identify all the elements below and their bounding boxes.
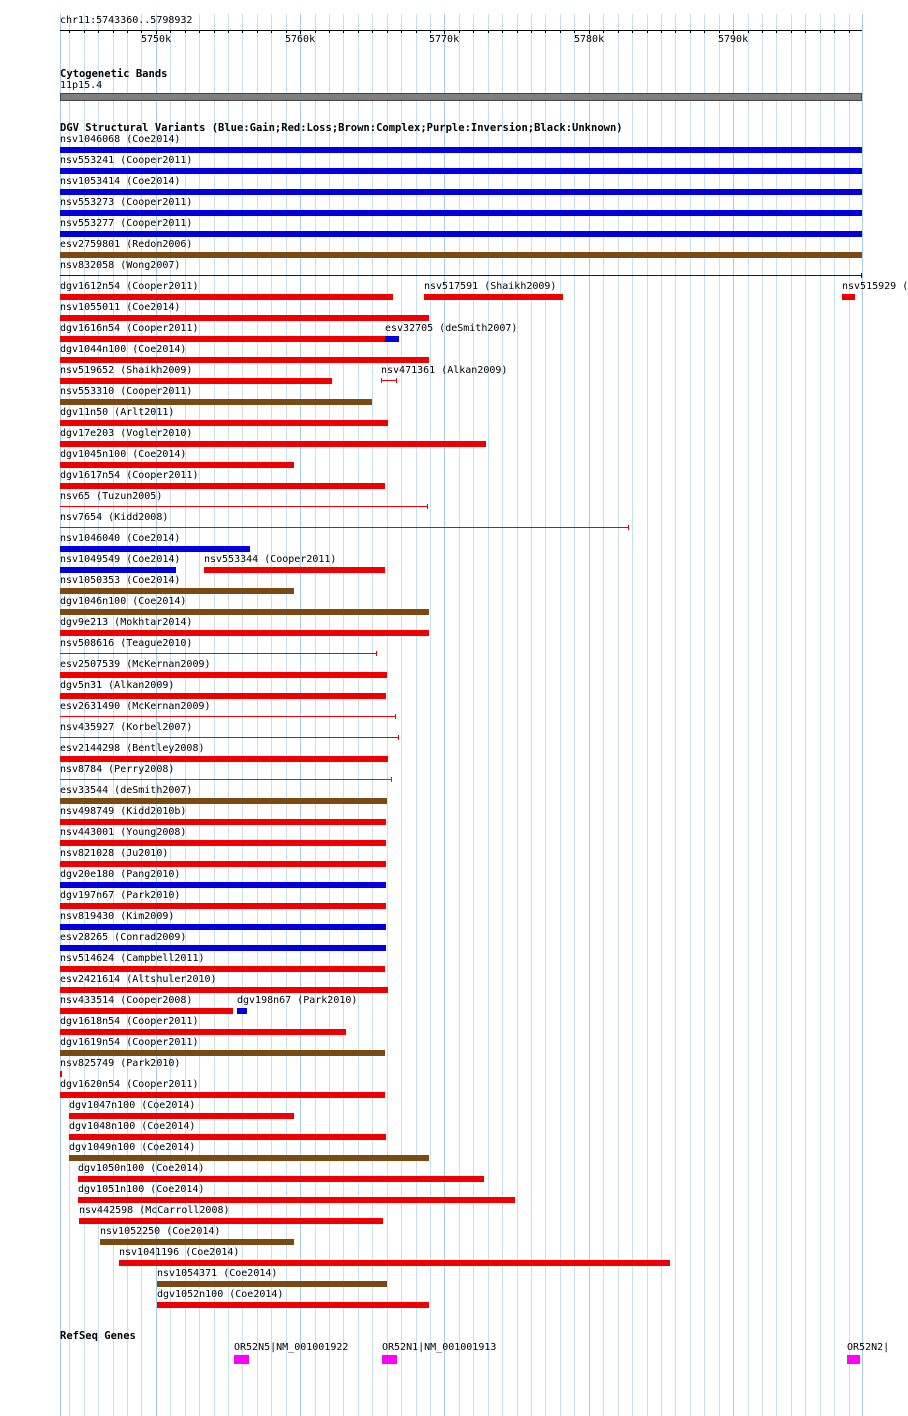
ruler-tick (517, 30, 518, 33)
variant-label: nsv553310 (Cooper2011) (60, 386, 193, 397)
variant-label: esv2144298 (Bentley2008) (60, 743, 205, 754)
ruler-tick (127, 30, 128, 33)
variant-label: esv33544 (deSmith2007) (60, 785, 193, 796)
variant-label: dgv1616n54 (Cooper2011) (60, 323, 199, 334)
variant-line[interactable] (60, 275, 862, 276)
gene-feature[interactable] (847, 1355, 860, 1364)
variant-label: dgv1046n100 (Coe2014) (60, 596, 187, 607)
ruler-tick (358, 30, 359, 33)
variant-bar[interactable] (60, 399, 372, 405)
variant-label: dgv11n50 (Arlt2011) (60, 407, 175, 418)
gridline (444, 14, 445, 1416)
variant-label: nsv471361 (Alkan2009) (381, 365, 508, 376)
ruler-tick (776, 30, 777, 33)
ruler-tick (401, 30, 402, 33)
gridline (849, 14, 850, 1416)
ruler-tick (372, 30, 373, 33)
gridline (704, 14, 705, 1416)
variant-bar[interactable] (60, 462, 294, 468)
variant-label: dgv17e203 (Vogler2010) (60, 428, 193, 439)
variant-label: dgv1049n100 (Coe2014) (69, 1142, 196, 1153)
variant-label: esv32705 (deSmith2007) (385, 323, 518, 334)
ruler-tick (762, 30, 763, 33)
gridline (661, 14, 662, 1416)
ruler-tick-label: 5780k (574, 34, 605, 45)
variant-label: nsv553344 (Cooper2011) (204, 554, 337, 565)
variant-bar[interactable] (60, 798, 387, 804)
ruler-tick (271, 30, 272, 33)
variant-label: nsv553241 (Cooper2011) (60, 155, 193, 166)
variant-end-cap (396, 378, 397, 383)
variant-label: nsv515929 ( (842, 281, 908, 292)
ruler-tick (170, 30, 171, 33)
variant-label: dgv1045n100 (Coe2014) (60, 449, 187, 460)
ruler-tick-label: 5770k (429, 34, 460, 45)
variant-label: nsv821028 (Ju2010) (60, 848, 169, 859)
variant-bar[interactable] (60, 441, 486, 447)
variant-label: dgv1619n54 (Cooper2011) (60, 1037, 199, 1048)
variant-bar[interactable] (60, 168, 862, 174)
variant-label: nsv1052250 (Coe2014) (100, 1226, 221, 1237)
variant-bar[interactable] (60, 882, 386, 888)
gridline (300, 14, 301, 1416)
ruler-tick (387, 30, 388, 33)
variant-label: nsv553273 (Cooper2011) (60, 197, 193, 208)
variant-bar[interactable] (60, 147, 862, 153)
gridline (776, 14, 777, 1416)
ruler-tick (560, 30, 561, 33)
variant-label: nsv435927 (Korbel2007) (60, 722, 193, 733)
variant-label: dgv1052n100 (Coe2014) (157, 1289, 284, 1300)
ruler-tick (603, 30, 604, 33)
variant-label: dgv1044n100 (Coe2014) (60, 344, 187, 355)
variant-label: dgv1051n100 (Coe2014) (78, 1184, 205, 1195)
variant-label: nsv1050353 (Coe2014) (60, 575, 181, 586)
variant-end-cap (395, 714, 396, 719)
variant-bar[interactable] (60, 357, 429, 363)
ruler-tick (315, 30, 316, 33)
cytoband-bar[interactable] (60, 93, 862, 101)
gridline (358, 14, 359, 1416)
gridline (632, 14, 633, 1416)
variant-bar[interactable] (60, 1050, 385, 1056)
variant-bar[interactable] (78, 1176, 484, 1182)
variant-bar[interactable] (204, 567, 385, 573)
variant-label: esv2421614 (Altshuler2010) (60, 974, 217, 985)
gridline (531, 14, 532, 1416)
variant-bar[interactable] (60, 819, 386, 825)
variant-bar[interactable] (60, 861, 386, 867)
variant-line[interactable] (60, 653, 377, 654)
ruler-tick (430, 30, 431, 33)
variant-bar[interactable] (237, 1008, 247, 1014)
ruler-tick (618, 30, 619, 33)
gridline (257, 14, 258, 1416)
variant-bar[interactable] (60, 987, 388, 993)
variant-label: nsv1049549 (Coe2014) (60, 554, 181, 565)
gridline (762, 14, 763, 1416)
ruler-tick (574, 30, 575, 33)
ruler-tick (502, 30, 503, 33)
variant-bar[interactable] (60, 756, 388, 762)
gridline (733, 14, 734, 1416)
refseq-track-title: RefSeq Genes (60, 1330, 136, 1342)
gridline (315, 14, 316, 1416)
gridline (517, 14, 518, 1416)
variant-bar[interactable] (60, 252, 862, 258)
variant-bar[interactable] (60, 924, 386, 930)
ruler-tick (531, 30, 532, 33)
variant-bar[interactable] (60, 609, 429, 615)
variant-bar[interactable] (60, 567, 176, 573)
gene-feature[interactable] (382, 1355, 397, 1364)
variant-bar[interactable] (119, 1260, 670, 1266)
ruler-tick (84, 30, 85, 33)
ruler-tick (791, 30, 792, 33)
variant-label: dgv9e213 (Mokhtar2014) (60, 617, 193, 628)
gridline (574, 14, 575, 1416)
gridline (805, 14, 806, 1416)
ruler-tick (488, 30, 489, 33)
variant-label: dgv1617n54 (Cooper2011) (60, 470, 199, 481)
variant-label: nsv832058 (Wong2007) (60, 260, 181, 271)
variant-bar[interactable] (60, 588, 294, 594)
ruler-tick (185, 30, 186, 33)
variant-bar[interactable] (60, 231, 862, 237)
variant-bar[interactable] (100, 1239, 294, 1245)
variant-bar[interactable] (157, 1281, 387, 1287)
variant-end-cap (398, 735, 399, 740)
gridline (430, 14, 431, 1416)
variant-label: nsv7654 (Kidd2008) (60, 512, 169, 523)
variant-bar[interactable] (60, 546, 250, 552)
ruler-tick (675, 30, 676, 33)
variant-line[interactable] (60, 506, 428, 507)
ruler-tick (748, 30, 749, 33)
variant-label: dgv197n67 (Park2010) (60, 890, 181, 901)
variant-bar[interactable] (60, 483, 385, 489)
gridline (748, 14, 749, 1416)
variant-label: esv2631490 (McKernan2009) (60, 701, 211, 712)
gridline (560, 14, 561, 1416)
gene-feature[interactable] (234, 1355, 249, 1364)
variant-label: nsv825749 (Park2010) (60, 1058, 181, 1069)
ruler-tick (69, 30, 70, 33)
variant-bar[interactable] (60, 294, 393, 300)
variant-label: nsv519652 (Shaikh2009) (60, 365, 193, 376)
variant-end-cap (628, 525, 629, 530)
variant-bar[interactable] (69, 1155, 429, 1161)
gridline (286, 14, 287, 1416)
gridline (719, 14, 720, 1416)
variant-bar[interactable] (60, 378, 332, 384)
variant-label: nsv508616 (Teague2010) (60, 638, 193, 649)
variant-label: dgv1047n100 (Coe2014) (69, 1100, 196, 1111)
variant-label: nsv1054371 (Coe2014) (157, 1268, 278, 1279)
variant-bar[interactable] (157, 1302, 429, 1308)
gene-label: OR52N5|NM_001001922 (234, 1342, 349, 1353)
variant-bar[interactable] (78, 1197, 515, 1203)
ruler-tick (329, 30, 330, 33)
ruler-tick (704, 30, 705, 33)
variant-end-cap (381, 378, 382, 383)
gridline (372, 14, 373, 1416)
variant-label: nsv514624 (Campbell2011) (60, 953, 205, 964)
ruler-tick (632, 30, 633, 33)
gridline (690, 14, 691, 1416)
gridline (401, 14, 402, 1416)
ruler-tick (473, 30, 474, 33)
gridline (271, 14, 272, 1416)
variant-bar[interactable] (79, 1218, 383, 1224)
ruler-tick (719, 30, 720, 33)
variant-bar[interactable] (60, 672, 387, 678)
variant-label: dgv1048n100 (Coe2014) (69, 1121, 196, 1132)
gridline (589, 14, 590, 1416)
ruler-tick (141, 30, 142, 33)
gridline (862, 14, 863, 1416)
ruler-tick (343, 30, 344, 33)
ruler-axis-line (60, 30, 862, 31)
gridline (647, 14, 648, 1416)
variant-line[interactable] (381, 380, 397, 381)
ruler-position-text: chr11:5743360..5798932 (60, 15, 193, 26)
variant-end-cap (391, 777, 392, 782)
variant-label: nsv433514 (Cooper2008) (60, 995, 193, 1006)
variant-label: nsv517591 (Shaikh2009) (424, 281, 557, 292)
variant-bar[interactable] (60, 1071, 62, 1077)
variant-label: nsv442598 (McCarroll2008) (79, 1205, 230, 1216)
variant-bar[interactable] (60, 630, 429, 636)
ruler-tick (805, 30, 806, 33)
variant-end-cap (861, 273, 862, 278)
variant-bar[interactable] (60, 315, 429, 321)
variant-line[interactable] (60, 737, 399, 738)
ruler-tick (257, 30, 258, 33)
variant-label: dgv20e180 (Pang2010) (60, 869, 181, 880)
gridline (603, 14, 604, 1416)
gridline (545, 14, 546, 1416)
variant-label: nsv65 (Tuzun2005) (60, 491, 163, 502)
cytoband-track-title: Cytogenetic Bands (60, 68, 168, 80)
ruler-tick (820, 30, 821, 33)
ruler-tick (834, 30, 835, 33)
variant-bar[interactable] (60, 945, 386, 951)
ruler-tick (647, 30, 648, 33)
variant-label: dgv1620n54 (Cooper2011) (60, 1079, 199, 1090)
variant-label: esv2759801 (Redon2006) (60, 239, 193, 250)
ruler-tick (545, 30, 546, 33)
variant-bar[interactable] (60, 1008, 233, 1014)
variant-label: nsv443001 (Young2008) (60, 827, 187, 838)
gridline (791, 14, 792, 1416)
ruler-tick-label: 5790k (718, 34, 749, 45)
variant-bar[interactable] (60, 693, 386, 699)
gridline (459, 14, 460, 1416)
gridline (329, 14, 330, 1416)
ruler-tick-label: 5760k (285, 34, 316, 45)
ruler-tick (98, 30, 99, 33)
variant-bar[interactable] (60, 903, 386, 909)
gridline (343, 14, 344, 1416)
variant-line[interactable] (60, 527, 629, 528)
gridline (242, 14, 243, 1416)
gridline (473, 14, 474, 1416)
variant-bar[interactable] (385, 336, 399, 342)
ruler-tick (849, 30, 850, 33)
variant-label: nsv1053414 (Coe2014) (60, 176, 181, 187)
ruler-tick (113, 30, 114, 33)
dgv-track-title: DGV Structural Variants (Blue:Gain;Red:Loss;Brown:Complex;Purple:Inversion;Black:Unknown) (60, 122, 623, 134)
variant-label: nsv553277 (Cooper2011) (60, 218, 193, 229)
variant-label: dgv1050n100 (Coe2014) (78, 1163, 205, 1174)
variant-label: dgv198n67 (Park2010) (237, 995, 358, 1006)
ruler-tick (228, 30, 229, 33)
variant-end-cap (376, 651, 377, 656)
variant-line[interactable] (60, 779, 392, 780)
variant-bar[interactable] (60, 840, 386, 846)
variant-label: esv2507539 (McKernan2009) (60, 659, 211, 670)
variant-end-cap (427, 504, 428, 509)
variant-bar[interactable] (60, 336, 385, 342)
ruler-tick (214, 30, 215, 33)
gene-label: OR52N2| (847, 1342, 890, 1353)
gridline (387, 14, 388, 1416)
variant-label: nsv1046068 (Coe2014) (60, 134, 181, 145)
ruler-tick (459, 30, 460, 33)
gridline (502, 14, 503, 1416)
ruler-tick (286, 30, 287, 33)
variant-label: nsv1055011 (Coe2014) (60, 302, 181, 313)
variant-bar[interactable] (60, 966, 385, 972)
gridline (675, 14, 676, 1416)
ruler-tick (199, 30, 200, 33)
variant-label: dgv1612n54 (Cooper2011) (60, 281, 199, 292)
gridline (488, 14, 489, 1416)
variant-label: nsv1046040 (Coe2014) (60, 533, 181, 544)
variant-label: esv28265 (Conrad2009) (60, 932, 187, 943)
gridline (618, 14, 619, 1416)
ruler-tick (661, 30, 662, 33)
variant-bar[interactable] (60, 1029, 346, 1035)
variant-bar[interactable] (69, 1113, 294, 1119)
variant-label: nsv8784 (Perry2008) (60, 764, 175, 775)
variant-label: dgv1618n54 (Cooper2011) (60, 1016, 199, 1027)
variant-bar[interactable] (60, 1092, 385, 1098)
ruler-tick-label: 5750k (141, 34, 172, 45)
variant-bar[interactable] (60, 420, 388, 426)
gene-label: OR52N1|NM_001001913 (382, 1342, 497, 1353)
gridline (416, 14, 417, 1416)
variant-bar[interactable] (60, 189, 862, 195)
ruler-tick (242, 30, 243, 33)
variant-label: nsv819430 (Kim2009) (60, 911, 175, 922)
gridline (834, 14, 835, 1416)
ruler-tick (690, 30, 691, 33)
variant-label: nsv498749 (Kidd2010b) (60, 806, 187, 817)
ruler-tick (416, 30, 417, 33)
variant-bar[interactable] (60, 210, 862, 216)
variant-bar[interactable] (69, 1134, 386, 1140)
variant-line[interactable] (60, 716, 396, 717)
variant-bar[interactable] (424, 294, 563, 300)
variant-label: dgv5n31 (Alkan2009) (60, 680, 175, 691)
variant-bar[interactable] (842, 294, 855, 300)
variant-label: nsv1041196 (Coe2014) (119, 1247, 240, 1258)
gridline (820, 14, 821, 1416)
cytoband-label: 11p15.4 (60, 80, 103, 91)
